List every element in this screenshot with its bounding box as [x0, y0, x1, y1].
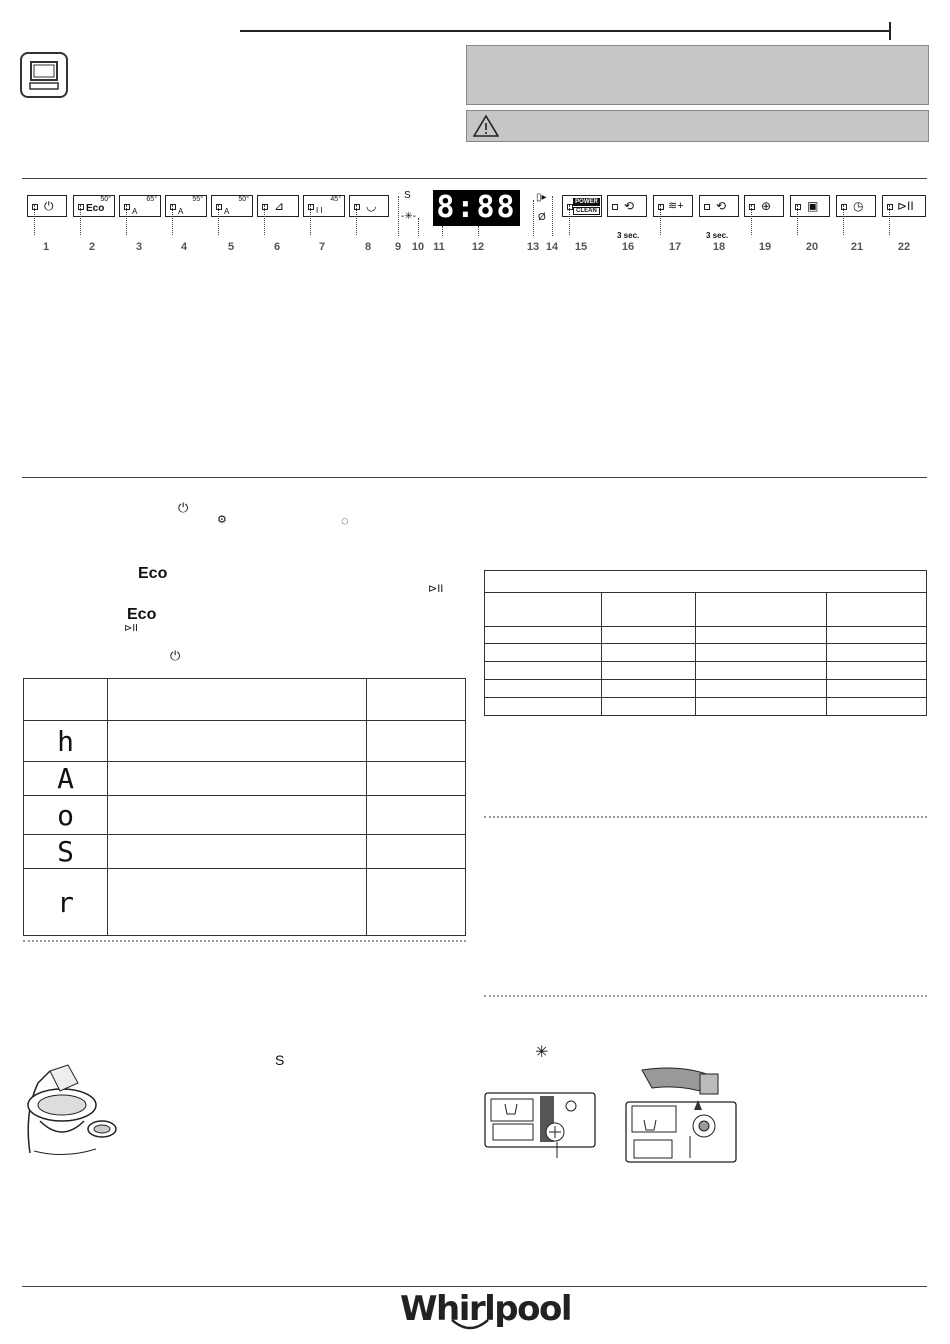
callout-19: 19 [758, 241, 772, 253]
callout-13: 13 [526, 241, 540, 253]
dotted-separator-left [23, 940, 466, 942]
header-rule-end [889, 22, 891, 40]
table-row [24, 835, 466, 869]
extra-dry-button[interactable]: ≋+ [653, 195, 693, 217]
power-icon-2: ⏻ [170, 648, 181, 663]
callout-3: 3 [135, 241, 143, 253]
info-box [466, 45, 929, 105]
callout-1: 1 [42, 241, 50, 253]
power-clean-button[interactable]: POWER CLEAN [562, 195, 602, 217]
salt-indicator-icon: S [404, 190, 411, 201]
option-19-button[interactable]: ⊕ [744, 195, 784, 217]
hold-18-label: 3 sec. [706, 231, 729, 240]
gear-icon: ⚙ [217, 514, 227, 526]
eco-label-1: Eco [138, 565, 168, 582]
callout-18: 18 [712, 241, 726, 253]
tap-off-indicator-icon: Ø [538, 212, 546, 223]
callout-12: 12 [471, 241, 485, 253]
detergent-dispenser-illustration [483, 1090, 598, 1160]
glass-45-program-button[interactable]: I I 45° [303, 195, 345, 217]
dotted-separator-right-2 [484, 995, 927, 997]
eco-label-2: Eco [127, 606, 157, 623]
section-divider-2 [22, 477, 927, 478]
table-row [24, 721, 466, 762]
program-8-button[interactable]: ◡ [349, 195, 389, 217]
segment-cell: h [24, 721, 108, 762]
rinse-aid-indicator-icon: -✳- [401, 211, 417, 222]
delay-start-button[interactable]: ◷ [836, 195, 876, 217]
table-row [24, 762, 466, 796]
start-pause-button[interactable]: ⊳II [882, 195, 926, 217]
dotted-separator-right-1 [484, 816, 927, 818]
header-rule [240, 30, 890, 32]
hold-16-label: 3 sec. [617, 231, 640, 240]
callout-6: 6 [273, 241, 281, 253]
section-divider-1 [22, 178, 927, 179]
callout-22: 22 [897, 241, 911, 253]
callout-20: 20 [805, 241, 819, 253]
callout-14: 14 [545, 241, 559, 253]
option-20-button[interactable]: ▣ [790, 195, 830, 217]
program-6-button[interactable]: ⊿ [257, 195, 299, 217]
callout-10: 10 [411, 241, 425, 253]
whirlpool-logo: Whirlpool [400, 1289, 571, 1329]
footer-divider [22, 1286, 927, 1287]
rinse-aid-sparkle-icon: ✳ [535, 1044, 549, 1061]
digital-display: 8:88 [433, 190, 520, 226]
half-load-button[interactable]: ⟲ [607, 195, 647, 217]
door-indicator-icon: ▯▸ [536, 192, 547, 203]
salt-refill-illustration [20, 1063, 118, 1163]
power-icon: ⏻ [178, 500, 189, 515]
half-load-icon: ◌ [341, 513, 349, 528]
callout-15: 15 [574, 241, 588, 253]
rinse-aid-refill-illustration [622, 1066, 740, 1166]
callout-7: 7 [318, 241, 326, 253]
auto-55-program-button[interactable]: A 55° [165, 195, 207, 217]
warning-triangle-icon [473, 114, 499, 138]
callout-21: 21 [850, 241, 864, 253]
callout-8: 8 [364, 241, 372, 253]
table-row [485, 680, 927, 698]
power-button[interactable]: ⏻ [27, 195, 67, 217]
data-table [484, 570, 927, 716]
segment-cell: o [24, 796, 108, 835]
option-18-button[interactable]: ⟲ [699, 195, 739, 217]
callout-2: 2 [88, 241, 96, 253]
salt-icon: S [275, 1052, 285, 1068]
auto-65-program-button[interactable]: A 65° [119, 195, 161, 217]
eco-program-button[interactable]: Eco 50° [73, 195, 115, 217]
warning-box [466, 110, 929, 142]
hardness-table [23, 678, 466, 936]
callout-5: 5 [227, 241, 235, 253]
segment-cell: r [24, 869, 108, 936]
callout-4: 4 [180, 241, 188, 253]
callout-11: 11 [433, 241, 445, 253]
monitor-icon [20, 52, 68, 98]
callout-16: 16 [621, 241, 635, 253]
callout-9: 9 [394, 241, 402, 253]
callout-17: 17 [668, 241, 682, 253]
segment-cell: A [24, 762, 108, 796]
table-row [24, 796, 466, 835]
auto-50-program-button[interactable]: A 50° [211, 195, 253, 217]
table-row [485, 698, 927, 716]
table-row [485, 662, 927, 680]
start-pause-icon: ⊳II [428, 583, 444, 595]
table-row [485, 627, 927, 644]
table-row [24, 869, 466, 936]
start-pause-icon-small: ⊳II [124, 623, 138, 634]
table-row [485, 644, 927, 662]
segment-cell: S [24, 835, 108, 869]
